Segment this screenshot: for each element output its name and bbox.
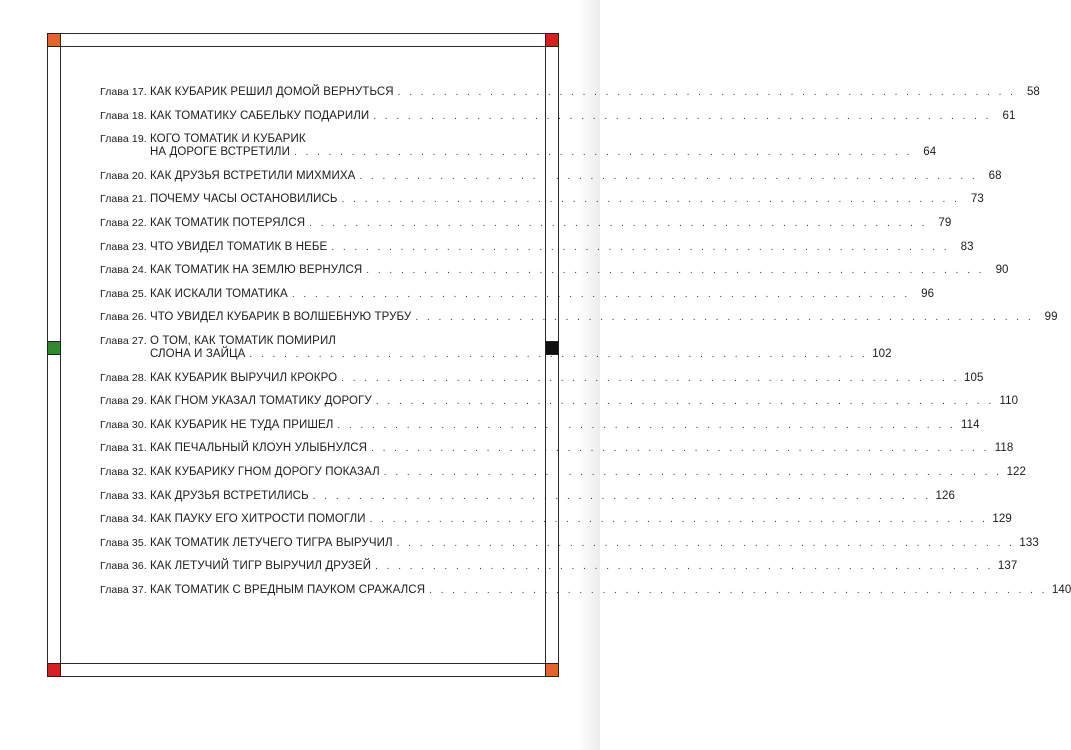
chapter-title: КАК ЛЕТУЧИЙ ТИГР ВЫРУЧИЛ ДРУЗЕЙ (150, 560, 372, 573)
chapter-title: КАК ТОМАТИК НА ЗЕМЛЮ ВЕРНУЛСЯ (150, 264, 363, 277)
dot-leader: . . . . . . . . . . . . . . . . . . . . . . . . . . . . . . . . . . . . . . . . . . . . . . . . . . . . . . (373, 110, 992, 122)
dot-leader: . . . . . . . . . . . . . . . . . . . . . . . . . . . . . . . . . . . . . . . . . . . . . . . . . . . . . . (375, 396, 995, 408)
chapter-number: Глава 24. (100, 264, 147, 277)
toc-entry (100, 169, 1002, 194)
page-number: 126 (935, 489, 956, 502)
page-number: 99 (1044, 311, 1058, 324)
corner-square-top-left (47, 33, 61, 47)
chapter-number: Глава 28. (100, 371, 147, 384)
page-number: 118 (994, 442, 1014, 455)
toc-entry (100, 109, 1016, 134)
chapter-number: Глава 20. (100, 169, 147, 182)
chapter-title: ПОЧЕМУ ЧАСЫ ОСТАНОВИЛИСЬ (150, 193, 338, 206)
chapter-number: Глава 17. (100, 86, 147, 98)
page-number: 105 (963, 371, 984, 384)
dot-leader: . . . . . . . . . . . . . . . . . . . . . . . . . . . . . . . . . . . . . . . . . . . . . . . . . . . . . . (291, 288, 911, 300)
toc-entry (100, 264, 1009, 288)
chapter-number: Глава 33. (100, 489, 147, 502)
page-number: 133 (1019, 536, 1039, 549)
corner-square-top-right (545, 33, 559, 47)
dot-leader: . . . . . . . . . . . . . . . . . . . . . . . . . . . . . . . . . . . . . . . . . . . . . . . . . . . . . . (293, 147, 913, 159)
chapter-number: Глава 31. (100, 442, 147, 455)
dot-leader: . . . . . . . . . . . . . . . . . . . . . . . . . . . . . . . . . . . . . . . . . . . . . . . . . . . . . . (312, 490, 932, 502)
page-number: 140 (1051, 584, 1071, 596)
page-number: 90 (995, 264, 1009, 277)
chapter-title: КАК ДРУЗЬЯ ВСТРЕТИЛИСЬ (150, 489, 309, 502)
chapter-title: КАК ИСКАЛИ ТОМАТИКА (150, 287, 288, 300)
dot-leader: . . . . . . . . . . . . . . . . . . . . . . . . . . . . . . . . . . . . . . . . . . . . . . . . . . . . . . (375, 561, 994, 573)
chapter-title: ЧТО УВИДЕЛ ТОМАТИК В НЕБЕ (150, 240, 328, 253)
frame-line (60, 33, 61, 677)
page-number: 79 (938, 217, 952, 229)
chapter-number: Глава 23. (100, 240, 147, 253)
chapter-number: Глава 35. (100, 536, 147, 549)
dot-leader: . . . . . . . . . . . . . . . . . . . . . . . . . . . . . . . . . . . . . . . . . . . . . . . . . . . . . . (397, 87, 1016, 98)
page-number: 68 (988, 169, 1002, 182)
dot-leader: . . . . . . . . . . . . . . . . . . . . . . . . . . . . . . . . . . . . . . . . . . . . . . . . . . . . . . (369, 514, 988, 526)
chapter-number: Глава 21. (100, 193, 147, 206)
dot-leader: . . . . . . . . . . . . . . . . . . . . . . . . . . . . . . . . . . . . . . . . . . . . . . . . . . . . . . (331, 241, 950, 253)
toc-entry (100, 418, 980, 443)
frame-line (47, 33, 48, 677)
dot-leader: . . . . . . . . . . . . . . . . . . . . . . . . . . . . . . . . . . . . . . . . . . . . . . . . . . . . . . (415, 312, 1034, 324)
dot-leader: . . . . . . . . . . . . . . . . . . . . . . . . . . . . . . . . . . . . . . . . . . . . . . . . . . . . . . (341, 194, 960, 206)
dot-leader: . . . . . . . . . . . . . . . . . . . . . . . . . . . . . . . . . . . . . . . . . . . . . . . . . . . . . . (429, 585, 1048, 596)
chapter-title: КАК КУБАРИК ВЫРУЧИЛ КРОКРО (150, 371, 338, 384)
page-number: 137 (997, 560, 1018, 573)
chapter-title: КАК ТОМАТИК С ВРЕДНЫМ ПАУКОМ СРАЖАЛСЯ (150, 584, 426, 596)
dot-leader: . . . . . . . . . . . . . . . . . . . . . . . . . . . . . . . . . . . . . . . . . . . . . . . . . . . . . . (383, 467, 1003, 478)
toc-entry (100, 584, 1071, 608)
toc-entry (100, 560, 1018, 584)
chapter-title: КАК ГНОМ УКАЗАЛ ТОМАТИКУ ДОРОГУ (150, 395, 372, 408)
frame-line (48, 663, 558, 664)
chapter-number: Глава 26. (100, 311, 147, 324)
chapter-title-line: О ТОМ, КАК ТОМАТИК ПОМИРИЛ (150, 335, 336, 347)
page-number: 83 (960, 240, 974, 253)
dot-leader: . . . . . . . . . . . . . . . . . . . . . . . . . . . . . . . . . . . . . . . . . . . . . . . . . . . . . . (371, 443, 990, 455)
toc-entry (100, 287, 935, 312)
page-number: 61 (1002, 109, 1016, 122)
toc-entry (100, 466, 1027, 490)
chapter-title-line: КОГО ТОМАТИК И КУБАРИК (150, 133, 306, 146)
page-number: 64 (923, 146, 937, 159)
chapter-number: Глава 25. (100, 287, 147, 300)
chapter-title: КАК ТОМАТИКУ САБЕЛЬКУ ПОДАРИЛИ (150, 109, 370, 122)
toc-entry (100, 240, 974, 265)
chapter-number: Глава 32. (100, 466, 147, 478)
chapter-number: Глава 19. (100, 133, 147, 146)
dot-leader: . . . . . . . . . . . . . . . . . . . . . . . . . . . . . . . . . . . . . . . . . . . . . . . . . . . . . . (341, 372, 960, 384)
toc-entry (100, 193, 984, 217)
page-number: 129 (992, 513, 1012, 526)
corner-square-bottom-left (47, 663, 61, 677)
corner-square-bottom-right (545, 663, 559, 677)
dot-leader: . . . . . . . . . . . . . . . . . . . . . . . . . . . . . . . . . . . . . . . . . . . . . . . . . . . . . . (366, 265, 985, 277)
chapter-number: Глава 30. (100, 418, 147, 431)
frame-line (48, 33, 558, 34)
chapter-title: СЛОНА И ЗАЙЦА (150, 348, 246, 360)
chapter-title: КАК ПЕЧАЛЬНЫЙ КЛОУН УЛЫБНУЛСЯ (150, 442, 368, 455)
dot-leader: . . . . . . . . . . . . . . . . . . . . . . . . . . . . . . . . . . . . . . . . . . . . . . . . . . . . . . (359, 170, 978, 182)
chapter-title: НА ДОРОГЕ ВСТРЕТИЛИ (150, 146, 290, 159)
dot-leader: . . . . . . . . . . . . . . . . . . . . . . . . . . . . . . . . . . . . . . . . . . . . . . . . . . . . . . (337, 419, 956, 431)
toc-entry (100, 536, 1039, 561)
chapter-number: Глава 37. (100, 584, 147, 596)
toc-entry (100, 442, 1014, 466)
toc-entry (100, 371, 984, 396)
chapter-title: КАК ТОМАТИК ПОТЕРЯЛСЯ (150, 217, 306, 229)
dot-leader: . . . . . . . . . . . . . . . . . . . . . . . . . . . . . . . . . . . . . . . . . . . . . . . . . . . . . . (309, 218, 928, 229)
toc-entry (100, 311, 1058, 335)
chapter-number: Глава 29. (100, 395, 147, 408)
frame-line (48, 676, 558, 677)
dot-leader: . . . . . . . . . . . . . . . . . . . . . . . . . . . . . . . . . . . . . . . . . . . . . . . . . . . . . . (249, 349, 868, 360)
chapter-title: КАК КУБАРИКУ ГНОМ ДОРОГУ ПОКАЗАЛ (150, 466, 380, 478)
page-number: 122 (1006, 466, 1027, 478)
frame-line (48, 46, 558, 47)
page-number: 102 (872, 348, 892, 360)
chapter-title: КАК КУБАРИК НЕ ТУДА ПРИШЕЛ (150, 418, 334, 431)
chapter-title: КАК ТОМАТИК ЛЕТУЧЕГО ТИГРА ВЫРУЧИЛ (150, 536, 393, 549)
toc-entry (100, 395, 1019, 419)
side-square-left (47, 341, 61, 355)
chapter-number: Глава 34. (100, 513, 147, 526)
toc-entry (100, 133, 937, 170)
page-number: 58 (1026, 86, 1040, 98)
chapter-title: КАК ДРУЗЬЯ ВСТРЕТИЛИ МИХМИХА (150, 169, 356, 182)
toc-entry (100, 489, 956, 514)
toc-entry (100, 513, 1012, 537)
chapter-number: Глава 22. (100, 217, 147, 229)
page-number: 73 (970, 193, 984, 206)
page-number: 96 (921, 287, 935, 300)
toc-entry (100, 335, 892, 372)
page-number: 114 (961, 418, 980, 431)
toc-entry (100, 217, 952, 241)
chapter-title: ЧТО УВИДЕЛ КУБАРИК В ВОЛШЕБНУЮ ТРУБУ (150, 311, 412, 324)
dot-leader: . . . . . . . . . . . . . . . . . . . . . . . . . . . . . . . . . . . . . . . . . . . . . . . . . . . . . . (396, 537, 1015, 549)
chapter-number: Глава 36. (100, 560, 147, 573)
chapter-number: Глава 18. (100, 109, 147, 122)
page-number: 110 (999, 395, 1019, 408)
toc-entry (100, 86, 1040, 110)
chapter-number: Глава 27. (100, 335, 147, 347)
chapter-title: КАК ПАУКУ ЕГО ХИТРОСТИ ПОМОГЛИ (150, 513, 366, 526)
chapter-title: КАК КУБАРИК РЕШИЛ ДОМОЙ ВЕРНУТЬСЯ (150, 86, 394, 98)
